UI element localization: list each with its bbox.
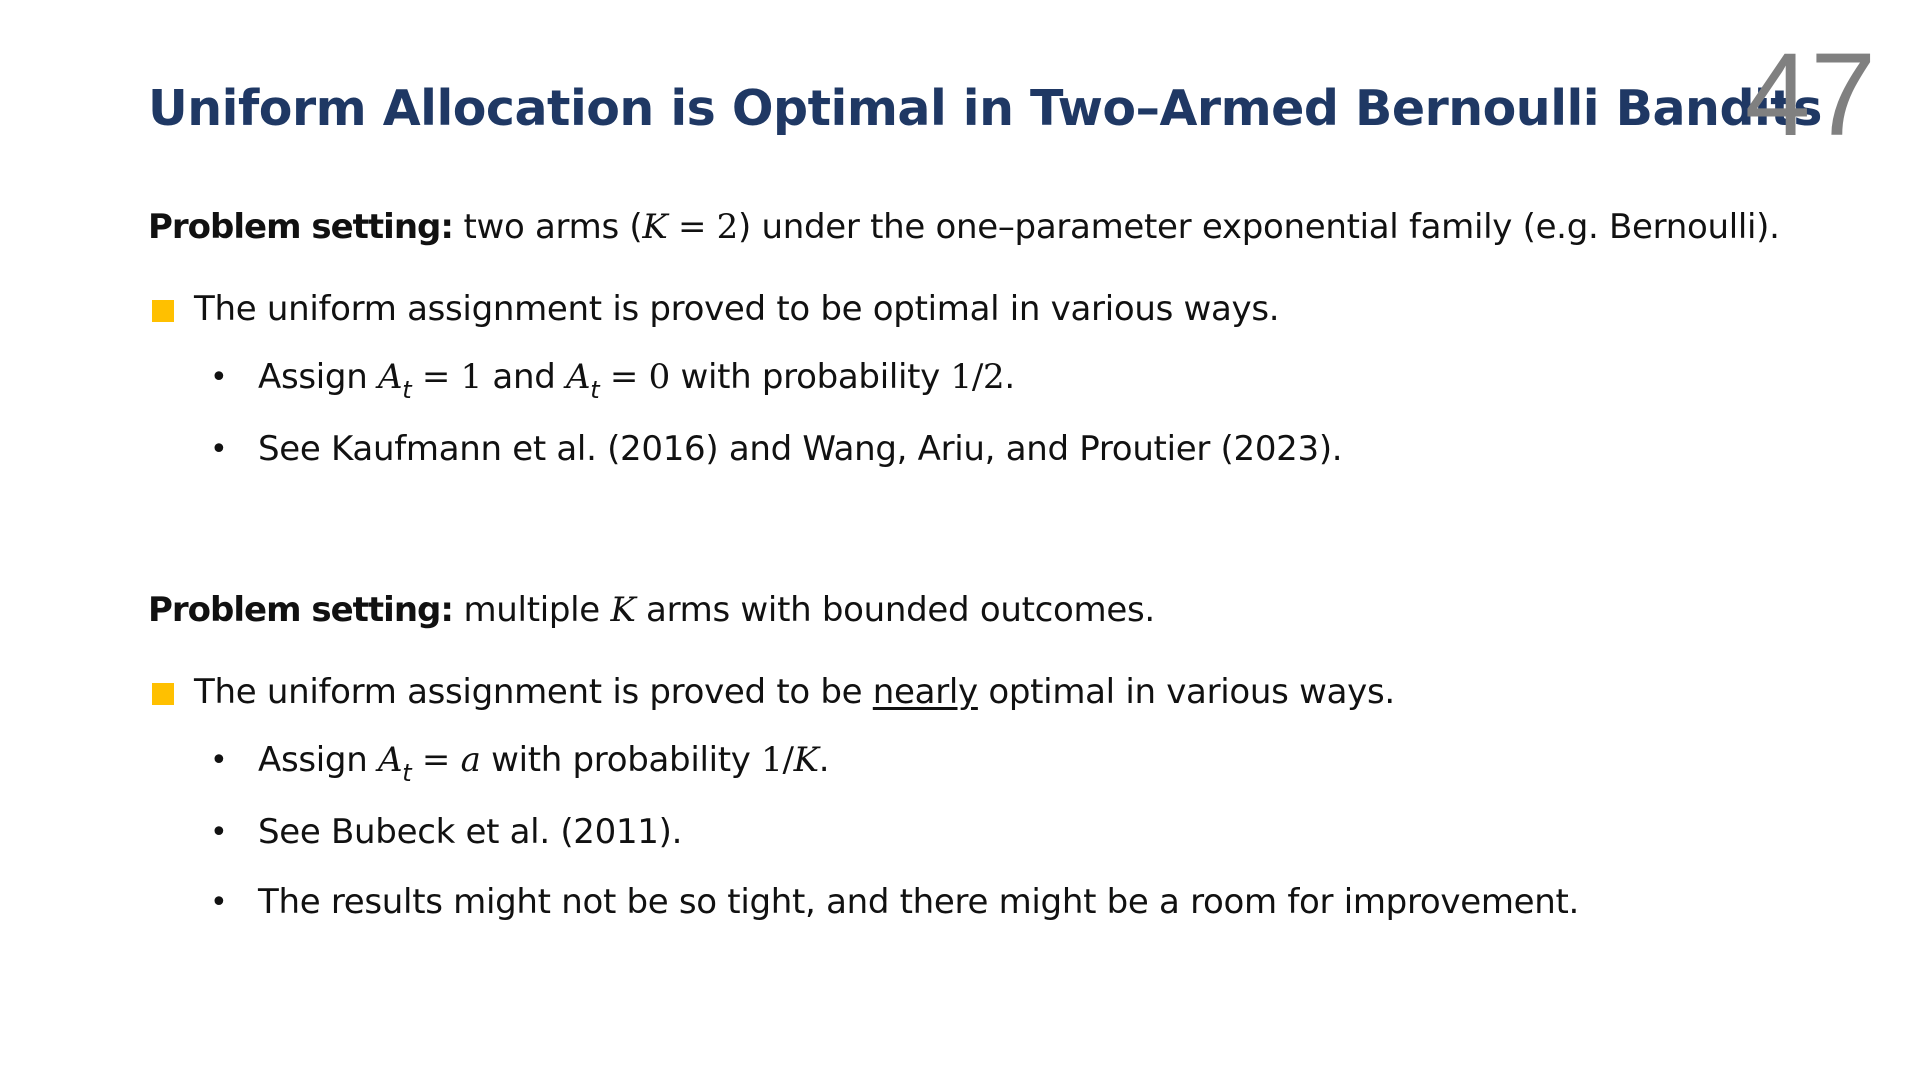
underlined-word: nearly (872, 672, 978, 712)
setting-text: arms with bounded outcomes. (635, 590, 1155, 630)
math-sub-t: t (402, 376, 412, 404)
bullet-main-2 (194, 672, 1395, 713)
bullet-text: optimal in various ways. (977, 672, 1395, 712)
math-frac: 1/ (761, 740, 794, 780)
sub-bullet-2-2: See Bubeck et al. (2011). (258, 812, 683, 852)
bullet-main-1: The uniform assignment is proved to be optimal in various ways. (194, 289, 1280, 329)
sub-text: Assign (258, 740, 378, 780)
dot-bullet-icon: • (210, 432, 228, 467)
math-K: K (610, 590, 636, 630)
math-eq: = 2 (667, 207, 739, 247)
page-number: 47 (1744, 29, 1876, 161)
math-K: K (642, 207, 668, 247)
square-bullet-icon (152, 683, 174, 705)
math-a: a (460, 740, 481, 780)
problem-setting-1 (148, 207, 1780, 248)
problem-setting-label: Problem setting: (148, 590, 453, 630)
setting-text: ) under the one–parameter exponential family (e.g. Bernoulli). (738, 207, 1780, 247)
dot-bullet-icon: • (210, 360, 228, 395)
math-A: A (566, 357, 591, 397)
sub-text: Assign (258, 357, 378, 397)
setting-text: multiple (452, 590, 611, 630)
sub-text: with probability (480, 740, 762, 780)
sub-bullet-2-3: The results might not be so tight, and there might be a room for improvement. (258, 882, 1580, 922)
math-eq-1: = 1 (411, 357, 482, 397)
dot-bullet-icon: • (210, 815, 228, 850)
dot-bullet-icon: • (210, 885, 228, 920)
sub-bullet-1-2: See Kaufmann et al. (2016) and Wang, Ariu, and Proutier (2023). (258, 429, 1343, 469)
math-eq-0: = 0 (599, 357, 670, 397)
problem-setting-label: Problem setting: (148, 207, 453, 247)
sub-text: . (818, 740, 830, 780)
sub-bullet-1-1 (258, 357, 1015, 404)
math-eq: = (411, 740, 461, 780)
square-bullet-icon (152, 300, 174, 322)
dot-bullet-icon: • (210, 743, 228, 778)
sub-bullet-2-1 (258, 740, 830, 787)
setting-text: two arms ( (452, 207, 643, 247)
problem-setting-2 (148, 590, 1155, 631)
sub-text: . (1004, 357, 1015, 397)
sub-text: and (481, 357, 567, 397)
math-sub-t: t (402, 759, 412, 787)
bullet-text: The uniform assignment is proved to be (194, 672, 873, 712)
math-A: A (377, 740, 403, 780)
math-sub-t: t (590, 376, 600, 404)
math-A: A (377, 357, 403, 397)
page-title: Uniform Allocation is Optimal in Two–Armed Bernoulli Bandits (148, 80, 1822, 137)
math-K: K (793, 740, 819, 780)
math-frac: 1/2 (950, 357, 1005, 397)
sub-text: with probability (669, 357, 951, 397)
